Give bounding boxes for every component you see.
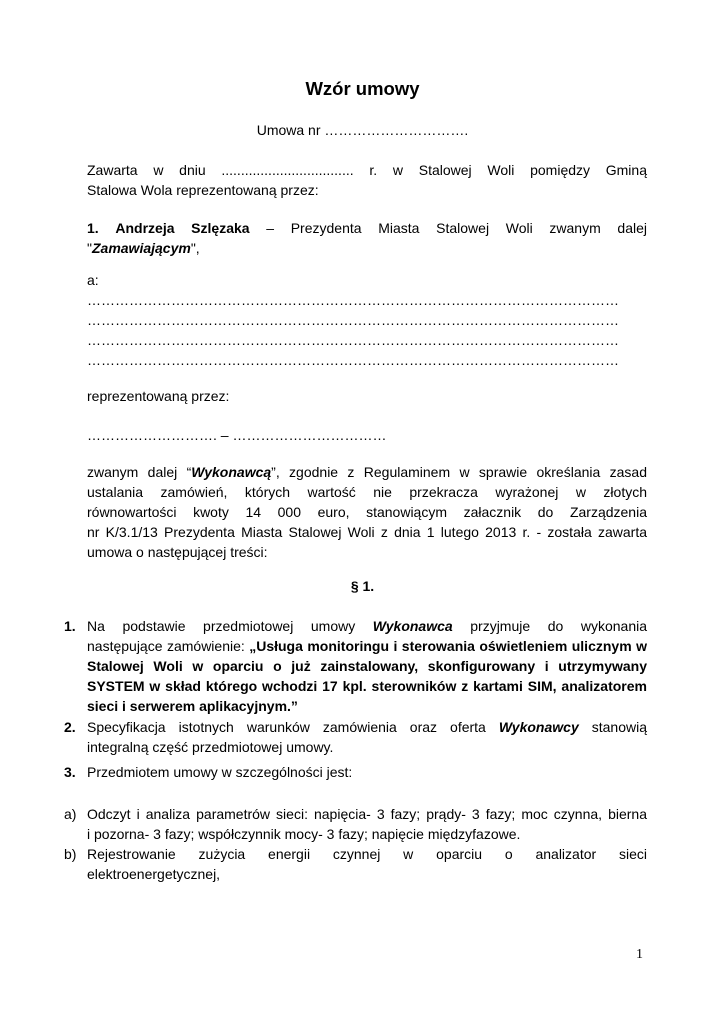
party-two-dots-4: …………………………………………………………………………………………………… bbox=[87, 352, 619, 368]
party-one-line-1 bbox=[87, 218, 647, 238]
sub-item-b-line-1: Rejestrowanie zużycia energii czynnej w oparciu o analizator sieci bbox=[87, 846, 647, 862]
quote-open: " bbox=[87, 240, 92, 256]
sub-item-b-line-2: elektroenergetycznej, bbox=[87, 866, 221, 882]
list-item-2-number: 2. bbox=[64, 719, 76, 735]
contractor-role: Wykonawcą bbox=[191, 464, 272, 480]
contractor-line-5: umowa o następującej treści: bbox=[87, 544, 268, 560]
list-item-2 bbox=[64, 717, 647, 757]
represented-label: reprezentowaną przez: bbox=[87, 388, 230, 404]
list-item-2-b: stanowią bbox=[578, 719, 647, 735]
list-item-1-a: Na podstawie przedmiotowej umowy bbox=[87, 618, 373, 634]
party-one-role: Zamawiającym bbox=[91, 240, 191, 256]
list-item-2-a: Specyfikacja istotnych warunków zamówienia oraz oferta bbox=[87, 719, 499, 735]
quote-close: ", bbox=[190, 240, 200, 256]
list-item-1-rest bbox=[87, 636, 647, 716]
party-one-paragraph bbox=[87, 218, 647, 258]
contractor-prefix: zwanym dalej “ bbox=[87, 464, 192, 480]
party-two-label: a: bbox=[87, 272, 99, 288]
section-heading: § 1. bbox=[350, 578, 375, 594]
list-item-1-role: Wykonawca bbox=[372, 618, 453, 634]
party-two-dots-2: …………………………………………………………………………………………………… bbox=[87, 312, 619, 328]
list-item-3-number: 3. bbox=[64, 764, 76, 780]
sub-item-a-text bbox=[87, 804, 647, 844]
sub-item-b bbox=[64, 844, 647, 884]
party-one-number: 1. bbox=[87, 220, 99, 236]
represented-dots: ………………………. – …………………………… bbox=[87, 427, 387, 443]
sub-item-a-letter: a) bbox=[64, 806, 77, 822]
party-one-name: Andrzeja Szlęzaka bbox=[115, 220, 250, 236]
list-item-2-line-1 bbox=[87, 717, 647, 737]
list-item-1-c: następujące zamówienie: bbox=[87, 638, 250, 654]
contractor-line-1-rest: ”, zgodnie z Regulaminem w sprawie określania zasad bbox=[271, 464, 647, 480]
sub-item-b-letter: b) bbox=[64, 846, 77, 862]
list-item-1-text bbox=[87, 616, 647, 716]
party-one-rest: – Prezydenta Miasta Stalowej Woli zwanym dalej bbox=[249, 220, 647, 236]
intro-line-1: Zawarta w dniu .................................. r. w Stalowej Woli pomiędzy Gminą bbox=[87, 162, 647, 178]
document-title: Wzór umowy bbox=[305, 78, 420, 99]
contractor-line-4: nr K/3.1/13 Prezydenta Miasta Stalowej Woli z dnia 1 lutego 2013 r. - została zawarta bbox=[87, 524, 647, 540]
service-name: „Usługa monitoringu i sterowania oświetleniem ulicznym w Stalowej Woli w oparciu o już zainstalowany, skonfigurowany i utrzymywany SYSTEM w skład którego wchodzi 17 kpl. sterowników z kartami SIM, analizatorem sieci i serwerem aplikacyjnym.” bbox=[87, 638, 647, 714]
list-item-2-line-2: integralną część przedmiotowej umowy. bbox=[87, 739, 334, 755]
contract-number: Umowa nr …………………………. bbox=[256, 122, 469, 138]
list-item-2-text bbox=[87, 717, 647, 757]
intro-paragraph bbox=[87, 160, 647, 200]
list-item-3 bbox=[64, 762, 647, 782]
page-number: 1 bbox=[636, 947, 643, 962]
list-item-3-text: Przedmiotem umowy w szczególności jest: bbox=[87, 764, 353, 780]
intro-line-2: Stalowa Wola reprezentowaną przez: bbox=[87, 182, 319, 198]
list-item-1-line-1 bbox=[87, 616, 647, 636]
contractor-line-1 bbox=[87, 462, 647, 482]
list-item-1-b: przyjmuje do wykonania bbox=[452, 618, 647, 634]
sub-item-a bbox=[64, 804, 647, 844]
sub-item-b-text bbox=[87, 844, 647, 884]
list-item-1 bbox=[64, 616, 647, 716]
contractor-line-3: równowartości kwoty 14 000 euro, stanowiącym załacznik do Zarządzenia bbox=[87, 504, 647, 520]
contractor-line-2: ustalania zamówień, których wartość nie przekracza wyrażonej w złotych bbox=[87, 484, 647, 500]
list-item-2-role: Wykonawcy bbox=[498, 719, 579, 735]
party-two-dots-3: …………………………………………………………………………………………………… bbox=[87, 332, 619, 348]
party-one-line-2 bbox=[87, 238, 647, 258]
sub-item-a-line-2: i pozorna- 3 fazy; współczynnik mocy- 3 fazy; napięcie międzyfazowe. bbox=[87, 826, 521, 842]
contractor-paragraph bbox=[87, 462, 647, 562]
list-item-1-number: 1. bbox=[64, 618, 76, 634]
sub-item-a-line-1: Odczyt i analiza parametrów sieci: napięcia- 3 fazy; prądy- 3 fazy; moc czynna, bierna bbox=[87, 806, 647, 822]
party-two-dots-1: …………………………………………………………………………………………………… bbox=[87, 292, 619, 308]
